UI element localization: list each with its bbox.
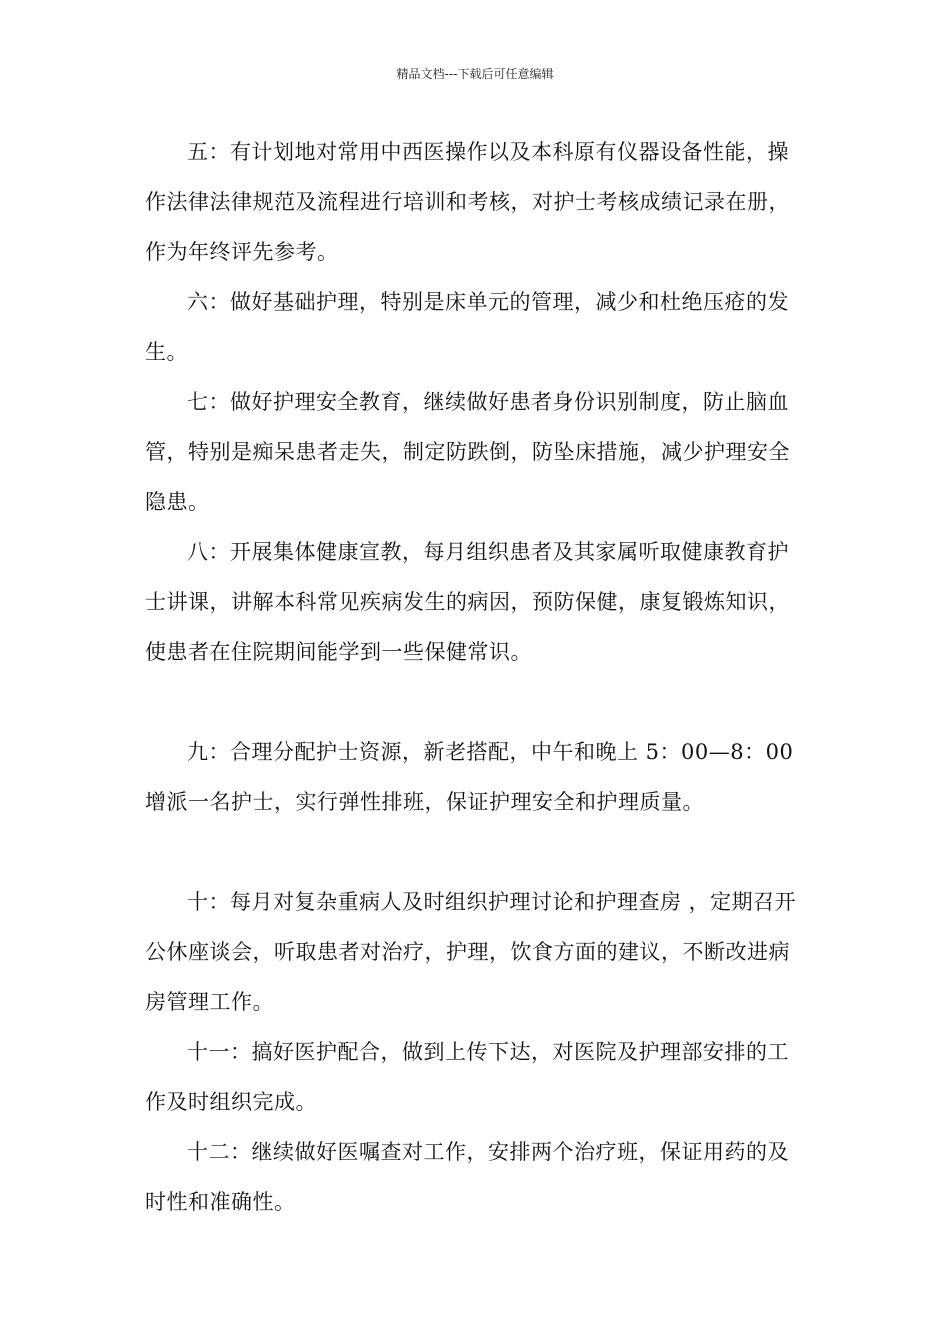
document-body: [145, 127, 810, 1227]
paragraph-8: 八：开展集体健康宣教，每月组织患者及其家属听取健康教育护士讲课，讲解本科常见疾病发生的病因，预防保健，康复锻炼知识，使患者在住院期间能学到一些保健常识。: [145, 540, 790, 664]
paragraph-11: 十一：搞好医护配合，做到上传下达，对医院及护理部安排的工作及时组织完成。: [145, 1040, 789, 1114]
paragraph-7: 七：做好护理安全教育，继续做好患者身份识别制度，防止脑血管，特别是痴呆患者走失，制定防跌倒，防坠床措施，减少护理安全隐患。: [145, 390, 790, 514]
paragraph-5: 五：有计划地对常用中西医操作以及本科原有仪器设备性能，操作法律法律规范及流程进行培训和考核，对护士考核成绩记录在册，作为年终评先参考。: [145, 140, 790, 264]
paragraph-spacer: [145, 677, 810, 727]
paragraph-10: 十：每月对复杂重病人及时组织护理讨论和护理查房 ，定期召开公休座谈会，听取患者对治疗，护理，饮食方面的建议，不断改进病房管理工作。: [145, 890, 797, 1014]
paragraph-spacer: [145, 827, 810, 877]
paragraph-12: 十二：继续做好医嘱查对工作，安排两个治疗班，保证用药的及时性和准确性。: [145, 1140, 789, 1214]
page-header: 精品文档---下载后可任意编辑: [396, 67, 554, 81]
paragraph-9: 九：合理分配护士资源，新老搭配，中午和晚上 5：00—8：00 增派一名护士，实行弹性排班，保证护理安全和护理质量。: [145, 740, 794, 814]
paragraph-6: 六：做好基础护理，特别是床单元的管理，减少和杜绝压疮的发生。: [145, 290, 789, 364]
